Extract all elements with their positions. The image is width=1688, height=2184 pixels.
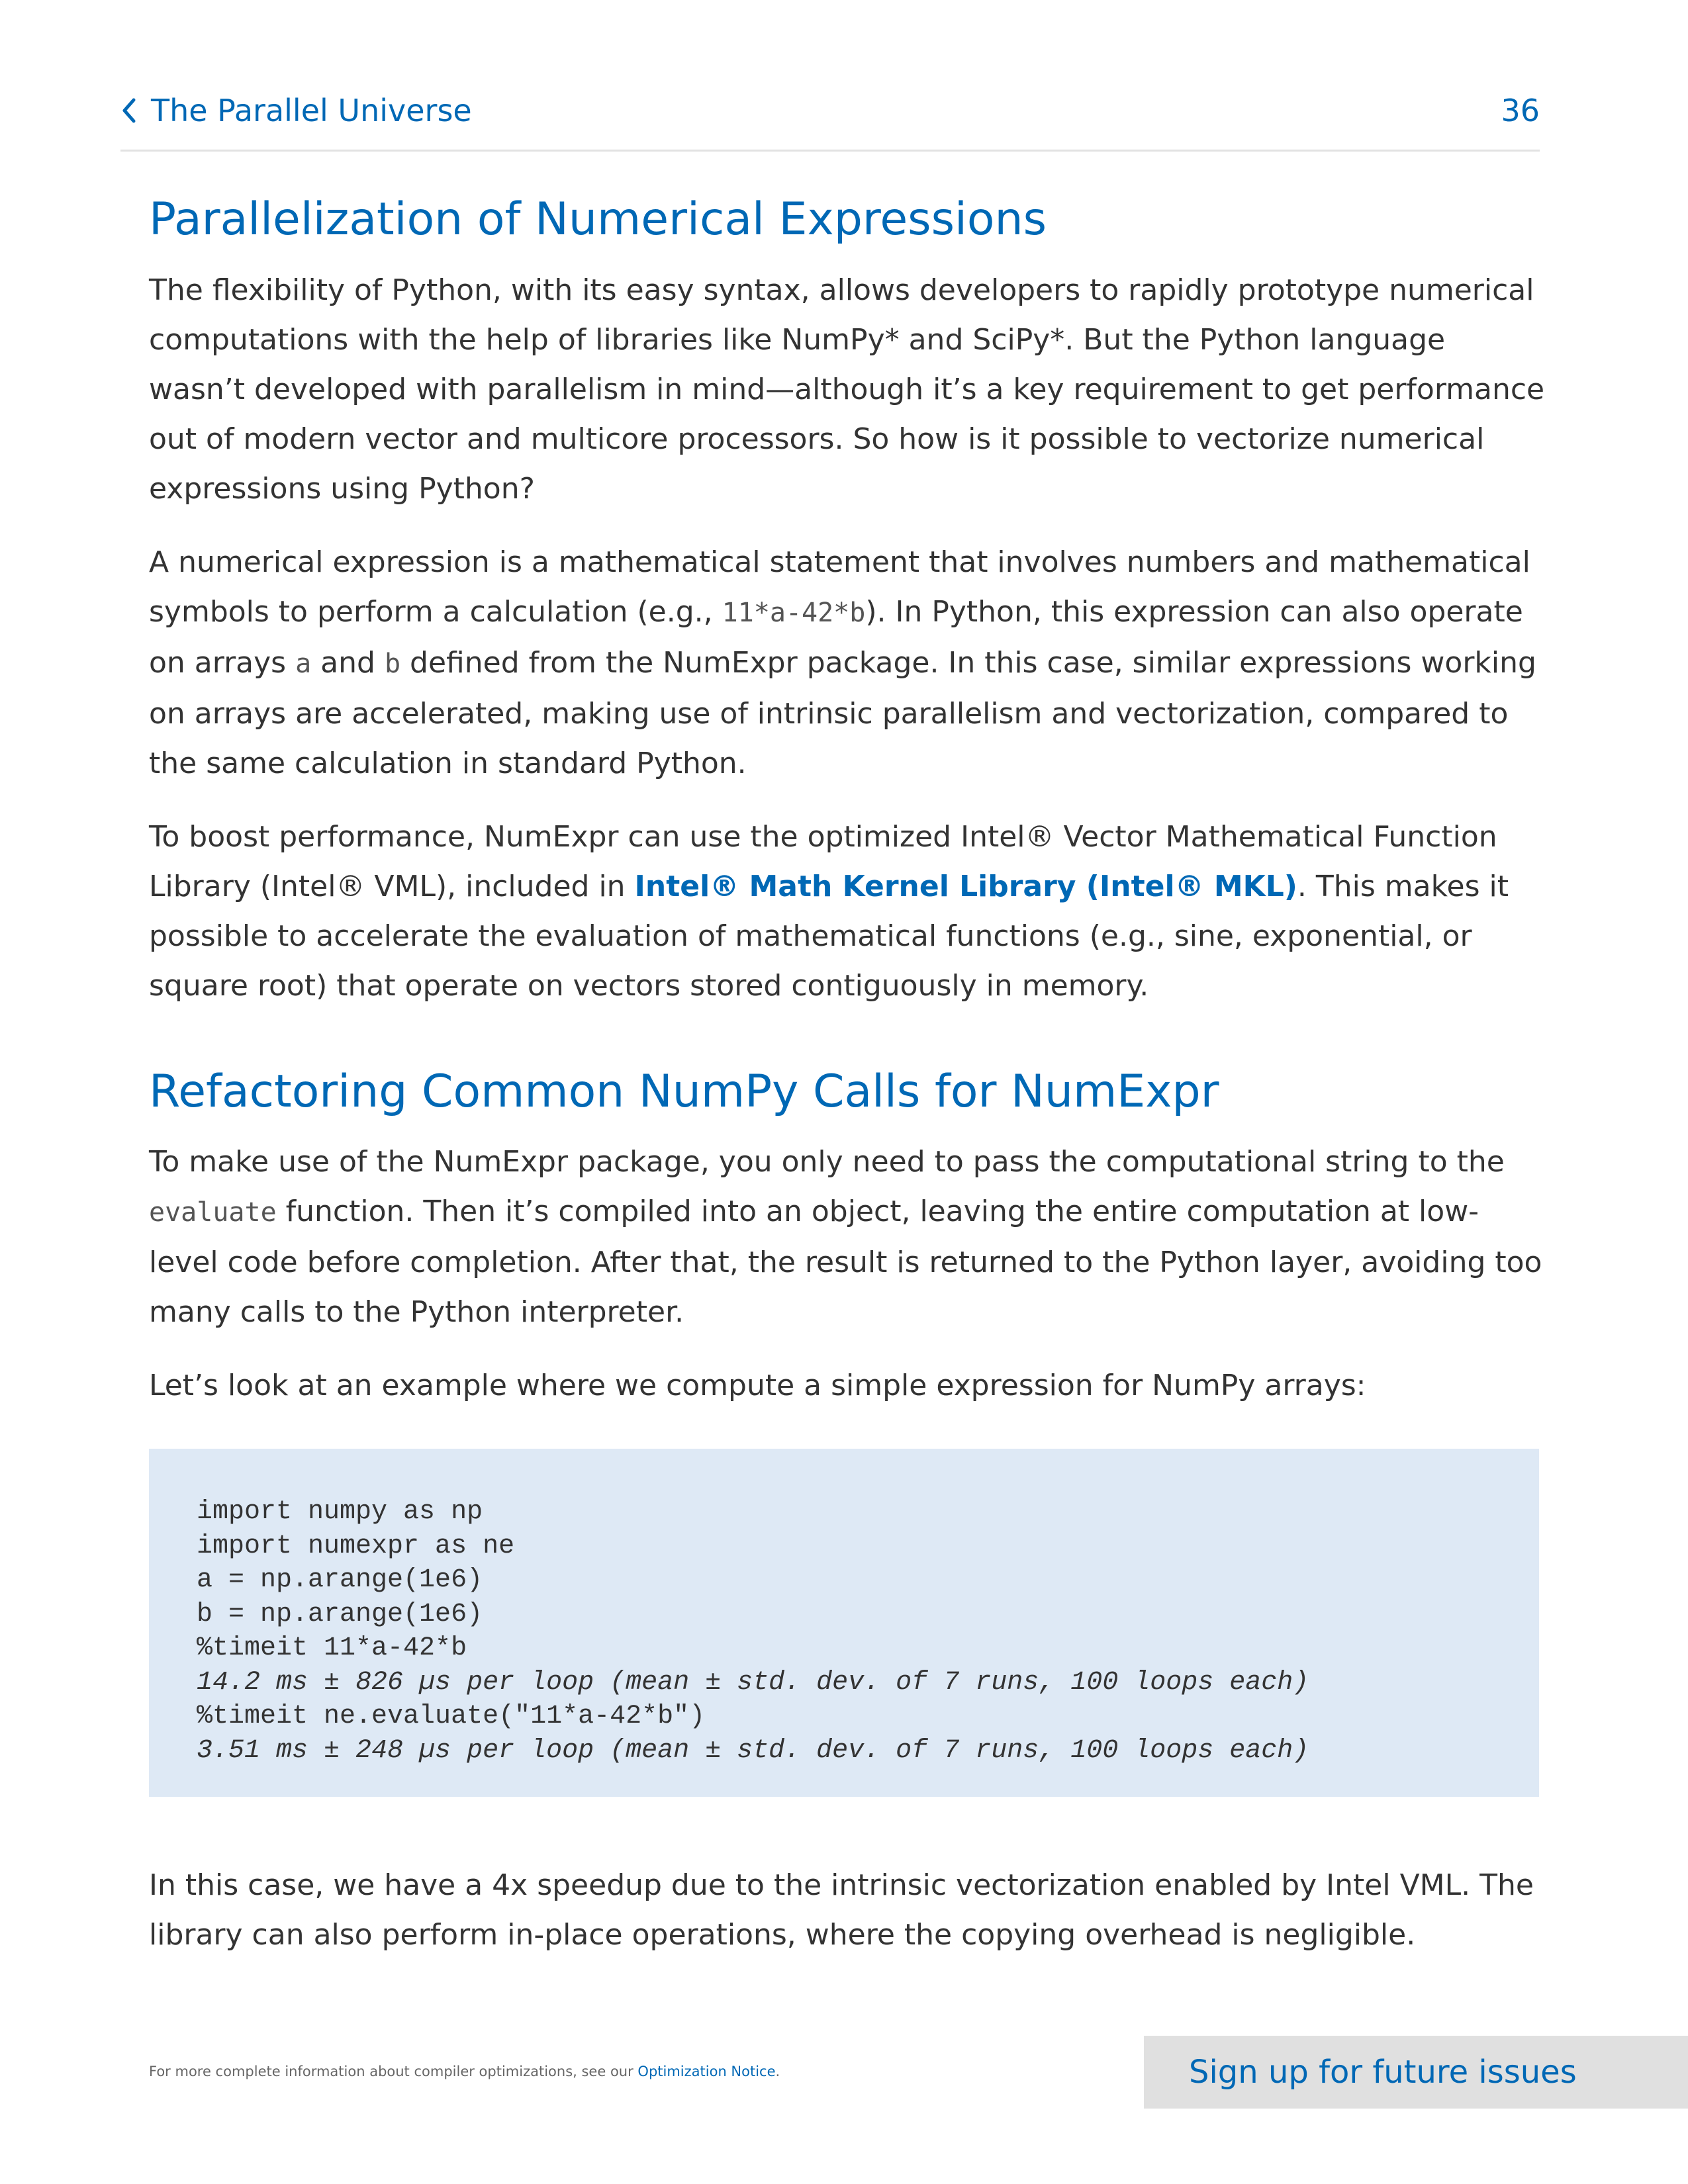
footer-note-text: For more complete information about compiler optimizations, see our bbox=[149, 2064, 638, 2079]
signup-button[interactable] bbox=[1144, 2036, 1688, 2109]
footer-note bbox=[149, 2064, 780, 2079]
page-number: 36 bbox=[1501, 93, 1540, 128]
code-line: import numexpr as ne bbox=[197, 1531, 515, 1561]
paragraph: The flexibility of Python, with its easy syntax, allows developers to rapidly prototype numerical computations with the help of libraries like NumPy* and SciPy*. But the Python language wasn’t developed with parallelism in mind—although it’s a key requirement to get performance out of modern vector and multicore processors. So how is it possible to vectorize numerical expressions using Python? bbox=[149, 273, 1545, 506]
code-line: a = np.arange(1e6) bbox=[197, 1565, 483, 1596]
code-line: %timeit ne.evaluate("11*a-42*b") bbox=[197, 1702, 706, 1732]
code-block bbox=[149, 1449, 1539, 1797]
paragraph bbox=[149, 1137, 1546, 1337]
paragraph bbox=[149, 812, 1546, 1011]
page-header bbox=[120, 93, 1540, 152]
chevron-left-icon bbox=[120, 95, 136, 126]
code-line: b = np.arange(1e6) bbox=[197, 1599, 483, 1629]
paragraph: Let’s look at an example where we compute a simple expression for NumPy arrays: bbox=[149, 1369, 1366, 1403]
text-run: ). In Python, this expression can also operate on arrays bbox=[149, 594, 1523, 680]
article-content bbox=[149, 189, 1546, 1983]
code-output-line: 3.51 ms ± 248 µs per loop (mean ± std. dev. of 7 runs, 100 loops each) bbox=[197, 1735, 1309, 1766]
code-line: import numpy as np bbox=[197, 1497, 483, 1527]
back-link[interactable] bbox=[120, 93, 472, 128]
code-line: %timeit 11*a-42*b bbox=[197, 1633, 467, 1664]
optimization-notice-link[interactable]: Optimization Notice bbox=[637, 2064, 776, 2079]
inline-code: b bbox=[384, 648, 401, 679]
text-run: A numerical expression is a mathematical statement that involves numbers and mathematical symbols to perform a calculation (e.g., bbox=[149, 545, 1530, 629]
text-run: and bbox=[311, 645, 385, 680]
footer-note-end: . bbox=[775, 2064, 780, 2079]
paragraph bbox=[149, 537, 1546, 788]
code-output-line: 14.2 ms ± 826 µs per loop (mean ± std. dev. of 7 runs, 100 loops each) bbox=[197, 1667, 1309, 1698]
inline-code: a bbox=[295, 648, 312, 679]
mkl-link[interactable]: Intel® Math Kernel Library (Intel® MKL) bbox=[634, 869, 1297, 903]
text-run: . This makes it possible to accelerate the evaluation of mathematical functions (e.g., sine, exponential, or square root) that operate on vectors stored contiguously in memory. bbox=[149, 869, 1509, 1003]
inline-code: evaluate bbox=[149, 1197, 277, 1228]
signup-label: Sign up for future issues bbox=[1189, 2054, 1577, 2091]
back-link-label: The Parallel Universe bbox=[151, 93, 472, 128]
paragraph: In this case, we have a 4x speedup due to the intrinsic vectorization enabled by Intel VML. The library can also perform in-place operations, where the copying overhead is negligible. bbox=[149, 1868, 1534, 1952]
text-run: defined from the NumExpr package. In this case, similar expressions working on arrays are accelerated, making use of intrinsic parallelism and vectorization, compared to the same calculation in standard Python. bbox=[149, 645, 1536, 780]
text-run: To boost performance, NumExpr can use the optimized Intel® Vector Mathematical Function Library (Intel® VML), included in bbox=[149, 819, 1497, 903]
text-run: To make use of the NumExpr package, you only need to pass the computational string to the bbox=[149, 1145, 1505, 1179]
section-heading-refactoring: Refactoring Common NumPy Calls for NumExpr bbox=[149, 1065, 1219, 1118]
inline-code: 11*a-42*b bbox=[722, 597, 866, 628]
text-run: function. Then it’s compiled into an object, leaving the entire computation at low-level code before completion. After that, the result is returned to the Python layer, avoiding too many calls to the Python interpreter. bbox=[149, 1195, 1542, 1330]
section-heading-parallelization: Parallelization of Numerical Expressions bbox=[149, 193, 1047, 246]
